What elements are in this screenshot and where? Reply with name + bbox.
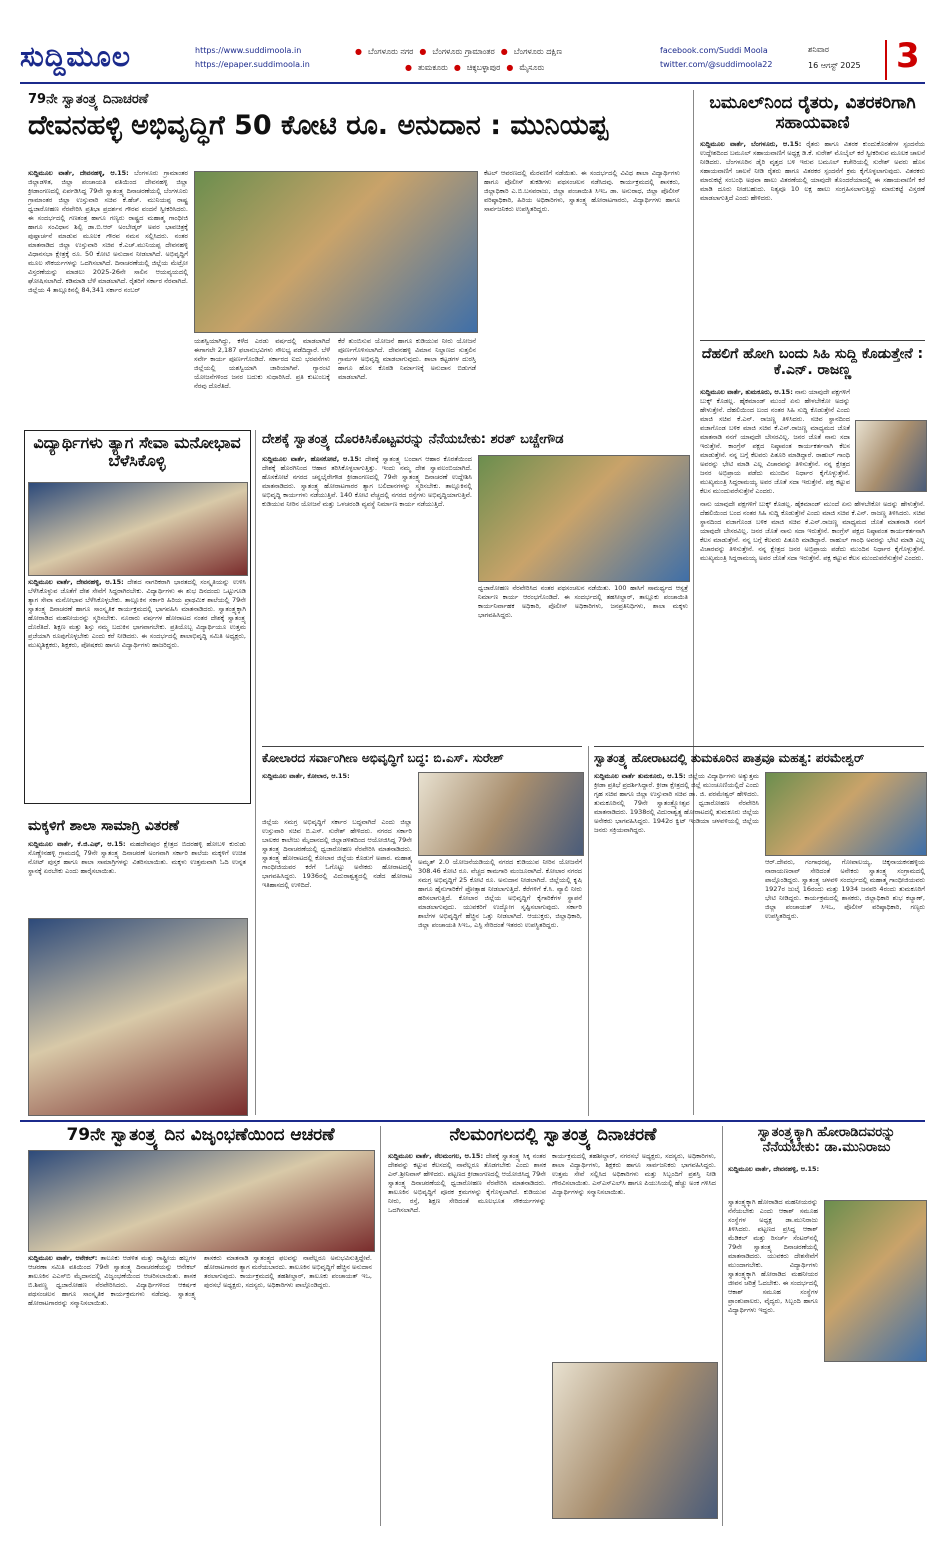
s3-body: ಸುದ್ದಿಮೂಲ ವಾರ್ತೆ, ಹೊಸಕೋಟೆ, ಆ.15: ದೇಶಕ್ಕೆ ಸ್ವಾತಂತ್ರ್ಯ ಬಂದಾಗ ಆಹಾರ ಕೊರತೆಯಿಂದ ದೇಶಕ್ಕೆ ಹೊರಗಿನಿಂದ ಆಹಾರ ತರಿಸಿಕೊಳ್ಳಲಾಗುತ್ತಿತ್ತು. ಇಂದು ನಮ್ಮ ದೇಶ ಸ್ವಾವಲಂಬಿಯಾಗಿದೆ. ಹೊಸಕೋಟೆ ನಗರದ ಚನ್ನಭೈರೇಗೌಡ ಕ್ರೀಡಾಂಗಣದಲ್ಲಿ 79ನೇ ಸ್ವಾತಂತ್ರ್ಯ ದಿನಾಚರಣೆ ಉದ್ದೇಶಿಸಿ ಮಾತನಾಡಿದರು. ಸ್ವಾತಂತ್ರ್ಯ ಹೋರಾಟಗಾರರ ತ್ಯಾಗ ಬಲಿದಾನಗಳನ್ನು ಸ್ಮರಿಸಬೇಕು. ತಾಲ್ಲೂಕಿನಲ್ಲಿ ಅಭಿವೃದ್ಧಿ ಕಾರ್ಯಗಳು ನಡೆಯುತ್ತಿವೆ. 140 ಕೋಟಿ ವೆಚ್ಚದಲ್ಲಿ ನಗರದ ರಸ್ತೆಗಳು ಅಭಿವೃದ್ಧಿಯಾಗುತ್ತಿವೆ. ಕುಡಿಯುವ ನೀರಿನ ಯೋಜನೆ ಮತ್ತು ಒಳಚರಂಡಿ ವ್ಯವಸ್ಥೆ ನಿರ್ಮಾಣ ಕಾರ್ಯ ನಡೆಯುತ್ತಿದೆ. [262,455,472,508]
masthead-logo: ಸುದ್ದಿಮೂಲ [20,40,132,73]
s9-body-2: ಕಾರ್ಯಕ್ರಮದಲ್ಲಿ ತಹಶೀಲ್ದಾರ್, ನಗರಸಭೆ ಅಧ್ಯಕ್ಷರು, ಸದಸ್ಯರು, ಅಧಿಕಾರಿಗಳು, ಶಾಲಾ ವಿದ್ಯಾರ್ಥಿಗಳು, ಶಿಕ್ಷಕರು ಹಾಗೂ ಸಾರ್ವಜನಿಕರು ಭಾಗವಹಿಸಿದ್ದರು. ಉತ್ತಮ ಸೇವೆ ಸಲ್ಲಿಸಿದ ಅಧಿಕಾರಿಗಳು ಮತ್ತು ಸಿಬ್ಬಂದಿಗೆ ಪ್ರಶಸ್ತಿ ನೀಡಿ ಗೌರವಿಸಲಾಯಿತು. ಎಸ್ಎಸ್ಎಲ್‌ಸಿ ಹಾಗೂ ಪಿಯುಸಿಯಲ್ಲಿ ಹೆಚ್ಚು ಅಂಕ ಗಳಿಸಿದ ವಿದ್ಯಾರ್ಥಿಗಳನ್ನು ಸನ್ಮಾನಿಸಲಾಯಿತು. [552,1152,716,1196]
lead-body-3: ಕೆರೆ ತುಂಬಿಸುವ ಯೋಜನೆ ಹಾಗೂ ಕುಡಿಯುವ ನೀರು ಯೋಜನೆ ಪೂರ್ಣಗೊಳಿಸಲಾಗಿದೆ. ದೇವನಹಳ್ಳಿ ವಿಮಾನ ನಿಲ್ದಾಣದ ಸುತ್ತಲಿನ ಗ್ರಾಮಗಳ ಅಭಿವೃದ್ಧಿ ಮಾಡಲಾಗುವುದು. ಶಾಲಾ ಕಟ್ಟಡಗಳ ದುರಸ್ತಿ ಹಾಗೂ ಹೊಸ ಕೊಠಡಿ ನಿರ್ಮಾಣಕ್ಕೆ ಅನುದಾನ ಬಿಡುಗಡೆ ಮಾಡಲಾಗಿದೆ. [338,337,476,381]
s7-body-2: ಆರ್.ದೇವರು, ಗಂಗಾಧರಪ್ಪ, ಗೋಪಾಲಯ್ಯ, ಚಿಕ್ಕನಾಯಕನಹಳ್ಳಿಯ ನಾರಾಯಣರಾವ್ ಸೇರಿದಂತೆ ಅನೇಕರು ಸ್ವಾತಂತ್ರ್ಯ ಸಂಗ್ರಾಮದಲ್ಲಿ ಪಾಲ್ಗೊಂಡಿದ್ದರು. ಸ್ವಾತಂತ್ರ್ಯ ಚಳವಳಿ ಸಂದರ್ಭದಲ್ಲಿ ಮಹಾತ್ಮ ಗಾಂಧೀಜಿಯವರು 1927ರ ಜುಲೈ 16ರಂದು ಮತ್ತು 1934 ಜನವರಿ 4ರಂದು ತುಮಕೂರಿಗೆ ಭೇಟಿ ನೀಡಿದ್ದರು. ಕಾರ್ಯಕ್ರಮದಲ್ಲಿ ಶಾಸಕರು, ಜಿಲ್ಲಾಧಿಕಾರಿ ಶುಭ ಕಲ್ಯಾಣ್, ಜಿಲ್ಲಾ ಪಂಚಾಯತ್ ಸಿಇಒ, ಪೊಲೀಸ್ ವರಿಷ್ಠಾಧಿಕಾರಿ, ಗಣ್ಯರು ಉಪಸ್ಥಿತರಿದ್ದರು. [765,858,925,920]
page-number: 3 [896,36,920,76]
s4-byline: ಸುದ್ದಿಮೂಲ ವಾರ್ತೆ, ಕೋಲಾರ, ಆ.15: [262,772,350,780]
lead-story [24,165,689,420]
nav-item: ತುಮಕೂರು [417,63,448,72]
s9-headline: ನೆಲಮಂಗಲದಲ್ಲಿ ಸ್ವಾತಂತ್ರ್ಯ ದಿನಾಚರಣೆ [449,1125,657,1145]
s4-body: ಜಿಲ್ಲೆಯ ಸಮಗ್ರ ಅಭಿವೃದ್ಧಿಗೆ ಸರ್ಕಾರ ಬದ್ಧವಾಗಿದೆ ಎಂದು ಜಿಲ್ಲಾ ಉಸ್ತುವಾರಿ ಸಚಿವ ಬಿ.ಎಸ್. ಸುರೇಶ್ ಹೇಳಿದರು. ನಗರದ ಸರ್ಕಾರಿ ಬಾಲಕರ ಕಾಲೇಜು ಮೈದಾನದಲ್ಲಿ ಜಿಲ್ಲಾಡಳಿತದಿಂದ ಆಯೋಜಿಸಿದ್ದ 79ನೇ ಸ್ವಾತಂತ್ರ್ಯ ದಿನಾಚರಣೆಯಲ್ಲಿ ಧ್ವಜಾರೋಹಣ ನೆರವೇರಿಸಿ ಮಾತನಾಡಿದರು. ಸ್ವಾತಂತ್ರ್ಯ ಹೋರಾಟದಲ್ಲಿ ಕೋಲಾರ ಜಿಲ್ಲೆಯ ಕೊಡುಗೆ ಅಪಾರ. ಮಹಾತ್ಮ ಗಾಂಧೀಜಿಯವರ ಕರೆಗೆ ಓಗೊಟ್ಟು ಅನೇಕರು ಹೋರಾಟದಲ್ಲಿ ಭಾಗವಹಿಸಿದ್ದರು. 1936ರಲ್ಲಿ ವಿದುರಾಶ್ವತ್ಥದಲ್ಲಿ ನಡೆದ ಹೋರಾಟ ಇತಿಹಾಸದಲ್ಲಿ ಉಳಿದಿದೆ. [262,818,412,889]
s4-photo [418,772,584,856]
epaper-link[interactable]: https://epaper.suddimoola.in [195,60,310,69]
s10-headline: ಸ್ವಾತಂತ್ರ್ಯಕ್ಕಾಗಿ ಹೋರಾಡಿದವರನ್ನು ನೆನೆಯಬೇಕು: ಡಾ.ಮುನಿರಾಜು [757,1125,896,1155]
masthead-links [195,44,310,72]
masthead-date [808,42,861,74]
lead-kicker: 79ನೇ ಸ್ವಾತಂತ್ರ್ಯ ದಿನಾಚರಣೆ [28,92,149,107]
s3-headline: ದೇಶಕ್ಕೆ ಸ್ವಾತಂತ್ರ್ಯ ದೊರಕಿಸಿಕೊಟ್ಟವರನ್ನು ನೆನೆಯಬೇಕು: ಶರತ್ ಬಚ್ಚೇಗೌಡ [262,432,564,447]
s2-photo [28,918,248,1116]
s6-body: ನಾನು ಯಾವುದೇ ಪಕ್ಷಗಳಿಗೆ ಬುಕ್ಕ್ ಕೊಡಲ್ಲ. ಹೈಕಮಾಂಡ್ ಮುಂದೆ ಏನು ಹೇಳಬೇಕೋ ಅದನ್ನು ಹೇಳುತ್ತೇನೆ. ದೆಹಲಿಯಿಂದ ಬಂದ ನಂತರ ಸಿಹಿ ಸುದ್ದಿ ಕೊಡುತ್ತೇನೆ ಎಂದು ಮಾಜಿ ಸಚಿವ ಕೆ.ಎನ್. ರಾಜಣ್ಣ ತಿಳಿಸಿದರು. ಸಚಿವ ಸ್ಥಾನದಿಂದ ವಜಾಗೊಂಡ ಬಳಿಕ ಮಾಜಿ ಸಚಿವ ಕೆ.ಎನ್.ರಾಜಣ್ಣ ಮಾಧ್ಯಮದ ಜೊತೆ ಮಾತನಾಡಿ ನನಗೆ ಯಾವುದೇ ಬೇಸರವಿಲ್ಲ. ಜನರ ಜೊತೆ ನಾನು ಸದಾ ಇರುತ್ತೇನೆ. ಕಾಂಗ್ರೆಸ್ ಪಕ್ಷದ ನಿಷ್ಠಾವಂತ ಕಾರ್ಯಕರ್ತನಾಗಿ ಕೆಲಸ ಮಾಡುತ್ತೇನೆ. ನನ್ನ ಬಗ್ಗೆ ಕೆಲವರು ಪಿತೂರಿ ಮಾಡಿದ್ದಾರೆ. ರಾಹುಲ್ ಗಾಂಧಿ ಅವರನ್ನು ಭೇಟಿ ಮಾಡಿ ಎಲ್ಲ ವಿಚಾರವನ್ನು ತಿಳಿಸುತ್ತೇನೆ. ನನ್ನ ಕ್ಷೇತ್ರದ ಜನರ ಅಭಿಪ್ರಾಯ ಪಡೆದು ಮುಂದಿನ ನಿರ್ಧಾರ ಕೈಗೊಳ್ಳುತ್ತೇನೆ. ಮುಖ್ಯಮಂತ್ರಿ ಸಿದ್ದರಾಮಯ್ಯ ಅವರ ಜೊತೆ ಸದಾ ಇರುತ್ತೇನೆ. ಪಕ್ಷ ಕಟ್ಟುವ ಕೆಲಸ ಮುಂದುವರೆಸುತ್ತೇನೆ ಎಂದರು. [700,500,925,562]
s7-body: ಸುದ್ದಿಮೂಲ ವಾರ್ತೆ ತುಮಕೂರು, ಆ.15: ಜಿಲ್ಲೆಯ ವಿದ್ಯಾರ್ಥಿಗಳು ಅತ್ಯುತ್ತಮ ಕ್ರೀಡಾ ಪ್ರತಿಭೆ ಪ್ರದರ್ಶಿಸಿದ್ದಾರೆ. ಕ್ರೀಡಾ ಕ್ಷೇತ್ರದಲ್ಲಿ ಜಿಲ್ಲೆ ಮುಂಚೂಣಿಯಲ್ಲಿದೆ ಎಂದು ಗೃಹ ಸಚಿವ ಹಾಗೂ ಜಿಲ್ಲಾ ಉಸ್ತುವಾರಿ ಸಚಿವ ಡಾ. ಜಿ. ಪರಮೇಶ್ವರ್ ಹೇಳಿದರು. ತುಮಕೂರಿನಲ್ಲಿ 79ನೇ ಸ್ವಾತಂತ್ರ್ಯೋತ್ಸವ ಧ್ವಜಾರೋಹಣ ನೆರವೇರಿಸಿ ಮಾತನಾಡಿದರು. 1938ರಲ್ಲಿ ವಿದುರಾಶ್ವತ್ಥ ಹೋರಾಟದಲ್ಲಿ ತುಮಕೂರು ಜಿಲ್ಲೆಯ ಅನೇಕರು ಭಾಗವಹಿಸಿದ್ದರು. 1942ರ ಕ್ವಿಟ್ ಇಂಡಿಯಾ ಚಳವಳಿಯಲ್ಲಿ ಜಿಲ್ಲೆಯ ಜನರು ಸಕ್ರಿಯವಾಗಿದ್ದರು. [594,772,759,834]
s1-body: ಸುದ್ದಿಮೂಲ ವಾರ್ತೆ, ದೇವನಹಳ್ಳಿ, ಆ.15: ದೇಶದ ನಾಗರಿಕರಾಗಿ ಭಾರತದಲ್ಲಿ ಸಂಸ್ಕೃತಿಯನ್ನು ಉಳಿಸಿ ಬೆಳೆಸಿಕೊಳ್ಳುವ ಜೊತೆಗೆ ದೇಶ ಸೇವೆಗೆ ಸಿದ್ಧರಾಗಿರಬೇಕು. ವಿದ್ಯಾರ್ಥಿಗಳು ಈ ಶುಭ ದಿನದಂದು ಒಟ್ಟುಗೂಡಿ ತ್ಯಾಗ ಸೇವಾ ಮನೋಭಾವ ಬೆಳೆಸಿಕೊಳ್ಳಬೇಕು. ತಾಲ್ಲೂಕಿನ ಸರ್ಕಾರಿ ಹಿರಿಯ ಪ್ರಾಥಮಿಕ ಶಾಲೆಯಲ್ಲಿ 79ನೇ ಸ್ವಾತಂತ್ರ್ಯ ದಿನಾಚರಣೆ ಹಾಗೂ ಸಾಂಸ್ಕೃತಿಕ ಕಾರ್ಯಕ್ರಮದಲ್ಲಿ ಭಾಗವಹಿಸಿ ಮಾತನಾಡಿದರು. ಸ್ವಾತಂತ್ರ್ಯಕ್ಕಾಗಿ ಹೋರಾಡಿದ ಮಹನೀಯರನ್ನು ಸ್ಮರಿಸಬೇಕು. ನೂರಾರು ವರ್ಷಗಳ ಹೋರಾಟದ ನಂತರ ದೇಶಕ್ಕೆ ಸ್ವಾತಂತ್ರ್ಯ ದೊರೆತಿದೆ. ಶಿಕ್ಷಣ ಮತ್ತು ಶಿಸ್ತು ನಮ್ಮ ಬದುಕಿನ ಭಾಗವಾಗಬೇಕು. ಪ್ರತಿಯೊಬ್ಬ ವಿದ್ಯಾರ್ಥಿಯೂ ಉತ್ತಮ ಪ್ರಜೆಯಾಗಿ ರೂಪುಗೊಳ್ಳಬೇಕು ಎಂದು ಕರೆ ನೀಡಿದರು. ಈ ಸಂದರ್ಭದಲ್ಲಿ ಶಾಲಾಭಿವೃದ್ಧಿ ಸಮಿತಿ ಅಧ್ಯಕ್ಷರು, ಮುಖ್ಯಶಿಕ್ಷಕರು, ಶಿಕ್ಷಕರು, ಪೋಷಕರು ಹಾಗೂ ವಿದ್ಯಾರ್ಥಿಗಳು ಹಾಜರಿದ್ದರು. [28,578,246,649]
masthead-social [660,44,772,72]
lead-body-4: ಕೆಟಲ್ ಆವರಣದಲ್ಲಿ ಮೆರವಣಿಗೆ ನಡೆಯಿತು. ಈ ಸಂದರ್ಭದಲ್ಲಿ ವಿವಿಧ ಶಾಲಾ ವಿದ್ಯಾರ್ಥಿಗಳು ಹಾಗೂ ಪೊಲೀಸ್ ತುಕಡಿಗಳು ಪಥಸಂಚಲನ ನಡೆಸಿದವು. ಕಾರ್ಯಕ್ರಮದಲ್ಲಿ ಶಾಸಕರು, ಜಿಲ್ಲಾಧಿಕಾರಿ ಎ.ಬಿ.ಬಸವರಾಜು, ಜಿಲ್ಲಾ ಪಂಚಾಯಿತಿ ಸಿಇಒ ಡಾ. ಅನುರಾಧ, ಜಿಲ್ಲಾ ಪೊಲೀಸ್ ವರಿಷ್ಠಾಧಿಕಾರಿ, ಹಿರಿಯ ಅಧಿಕಾರಿಗಳು, ಸ್ವಾತಂತ್ರ್ಯ ಹೋರಾಟಗಾರರು, ವಿದ್ಯಾರ್ಥಿಗಳು ಹಾಗೂ ಸಾರ್ವಜನಿಕರು ಉಪಸ್ಥಿತರಿದ್ದರು. [484,169,680,213]
s10-body: ಸ್ವಾತಂತ್ರ್ಯಕ್ಕಾಗಿ ಹೋರಾಡಿದ ಮಹನೀಯರನ್ನು ನೆನೆಯಬೇಕು ಎಂದು ಆಕಾಶ್ ಸಮೂಹ ಸಂಸ್ಥೆಗಳ ಅಧ್ಯಕ್ಷ ಡಾ.ಮುನಿರಾಜು ತಿಳಿಸಿದರು. ಪಟ್ಟಣದ ಪ್ರಸಿದ್ಧ ಆಕಾಶ್ ಮೆಡಿಕಲ್ ಮತ್ತು ರಿಸರ್ಚ್ ಸೆಂಟರ್‌ನಲ್ಲಿ 79ನೇ ಸ್ವಾತಂತ್ರ್ಯ ದಿನಾಚರಣೆಯಲ್ಲಿ ಮಾತನಾಡಿದರು. ಯುವಕರು ದೇಶಸೇವೆಗೆ ಮುಂದಾಗಬೇಕು. ವಿದ್ಯಾರ್ಥಿಗಳು ಸ್ವಾತಂತ್ರ್ಯಕ್ಕಾಗಿ ಹೋರಾಡಿದ ಮಹನೀಯರ ಜೀವನ ಚರಿತ್ರೆ ಓದಬೇಕು. ಈ ಸಂದರ್ಭದಲ್ಲಿ ಆಕಾಶ್ ಸಮೂಹ ಸಂಸ್ಥೆಗಳ ಪ್ರಾಂಶುಪಾಲರು, ವೈದ್ಯರು, ಸಿಬ್ಬಂದಿ ಹಾಗೂ ವಿದ್ಯಾರ್ಥಿಗಳು ಇದ್ದರು. [728,1198,818,1314]
s5-headline: ಬಮೂಲ್‌ನಿಂದ ರೈತರು, ವಿತರಕರಿಗಾಗಿ ಸಹಾಯವಾಣಿ [709,93,916,133]
s8-body-2: ಶಾಸಕರು ಮಾತನಾಡಿ ಸ್ವಾತಂತ್ರ್ಯದ ಫಲವನ್ನು ನಾವೆಲ್ಲರೂ ಅನುಭವಿಸುತ್ತಿದ್ದೇವೆ. ಹೋರಾಟಗಾರರ ತ್ಯಾಗ ಮರೆಯಬಾರದು. ತಾಲೂಕಿನ ಅಭಿವೃದ್ಧಿಗೆ ಹೆಚ್ಚಿನ ಅನುದಾನ ತರಲಾಗುವುದು. ಕಾರ್ಯಕ್ರಮದಲ್ಲಿ ತಹಶೀಲ್ದಾರ್, ತಾಲೂಕು ಪಂಚಾಯತ್ ಇಒ, ಪುರಸಭೆ ಅಧ್ಯಕ್ಷರು, ಸದಸ್ಯರು, ಅಧಿಕಾರಿಗಳು ಪಾಲ್ಗೊಂಡಿದ್ದರು. [204,1254,372,1289]
portrait-photo [855,420,927,492]
masthead-nav: ● ಬೆಂಗಳೂರು ನಗರ ● ಬೆಂಗಳೂರು ಗ್ರಾಮಾಂತರ ● ಬೆಂಗಳೂರು ದಕ್ಷಿಣ ● ತುಮಕೂರು ● ಚಿಕ್ಕಬಳ್ಳಾಪುರ ● ಮೈಸೂರು [355,47,563,72]
lead-body: ಸುದ್ದಿಮೂಲ ವಾರ್ತೆ, ದೇವನಹಳ್ಳಿ, ಆ.15: ಬೆಂಗಳೂರು ಗ್ರಾಮಾಂತರ ಜಿಲ್ಲಾಡಳಿತ, ಜಿಲ್ಲಾ ಪಂಚಾಯತಿ ವತಿಯಿಂದ ದೇವನಹಳ್ಳಿ ಜಿಲ್ಲಾ ಕ್ರೀಡಾಂಗಣದಲ್ಲಿ ಏರ್ಪಡಿಸಿದ್ದ 79ನೇ ಸ್ವಾತಂತ್ರ್ಯ ದಿನಾಚರಣೆಯಲ್ಲಿ ಬೆಂಗಳೂರು ಗ್ರಾಮಾಂತರ ಜಿಲ್ಲಾ ಉಸ್ತುವಾರಿ ಸಚಿವ ಕೆ.ಹೆಚ್. ಮುನಿಯಪ್ಪ ರಾಷ್ಟ್ರ ಧ್ವಜಾರೋಹಣ ನೆರವೇರಿಸಿ ಪ್ರತಿಭಾ ಪ್ರದರ್ಶನ ಗೌರವ ವಂದನೆ ಸ್ವೀಕರಿಸಿದರು. ಈ ಸಂದರ್ಭದಲ್ಲಿ ಗಣತಂತ್ರ ಹಾಗೂ ಗಣ್ಯರು ರಾಷ್ಟ್ರದ ಮಹಾತ್ಮ ಗಾಂಧೀಜಿ ಹಾಗೂ ಸಂವಿಧಾನ ಶಿಲ್ಪಿ ಡಾ.ಬಿ.ಆರ್ ಅಂಬೇಡ್ಕರ್ ಅವರ ಭಾವಚಿತ್ರಕ್ಕೆ ಪುಷ್ಪಾರ್ಚನೆ ಮಾಡುವ ಮೂಲಕ ಗೌರವ ನಮನ ಸಲ್ಲಿಸಿದರು. ನಂತರ ಮಾತನಾಡಿದ ಜಿಲ್ಲಾ ಉಸ್ತುವಾರಿ ಸಚಿವ ಕೆ.ಎಚ್.ಮುನಿಯಪ್ಪ ದೇವನಹಳ್ಳಿ ವಿಧಾನಸಭಾ ಕ್ಷೇತ್ರಕ್ಕೆ ರೂ. 50 ಕೋಟಿ ಅನುದಾನ ನೀಡಲಾಗಿದೆ. ಅಭಿವೃದ್ಧಿಗೆ ಮೂಲ ಸೌಕರ್ಯಗಳನ್ನು ಒದಗಿಸಲಾಗಿದೆ. ದಿನಾಚರಣೆಯಲ್ಲಿ ಜಿಲ್ಲೆಯ ಮೆಟ್ರೋ ವಿಸ್ತರಣೆಯನ್ನು ಮಾಡಲು 2025-26ನೇ ಸಾಲಿನ ಆಯವ್ಯಯದಲ್ಲಿ ಘೋಷಿಸಲಾಗಿದೆ. ಕಡಿಮಾಡಿ ಬೆಳೆ ಮಾಡಲಾಗಿದೆ. ರೈತರಿಗೆ ಸರ್ಕಾರ ನೆರವಾಗಿದೆ. ಜಿಲ್ಲೆಯ 4 ತಾಲ್ಲೂಕಿನಲ್ಲಿ 84,341 ಸರ್ಕಾರ ನಂಬರ್ [28,169,188,294]
day-label: ಶನಿವಾರ [808,45,830,54]
column-rule [722,1126,723,1526]
s7-headline: ಸ್ವಾತಂತ್ರ್ಯ ಹೋರಾಟದಲ್ಲಿ ತುಮಕೂರಿನ ಪಾತ್ರವೂ ಮಹತ್ವ: ಪರಮೇಶ್ವರ್ [594,751,865,765]
nav-item: ಬೆಂಗಳೂರು ನಗರ [367,47,414,56]
facebook-link[interactable]: facebook.com/Suddi Moola [660,46,768,55]
s2-body: ಸುದ್ದಿಮೂಲ ವಾರ್ತೆ, ಕೆ.ಜಿ.ಎಫ್, ಆ.15: ಮಹದೇವಪುರ ಕ್ಷೇತ್ರದ ಬಿದರಹಳ್ಳಿ ಹೋಬಳಿ ಕುರುಡು ಸೊಣ್ಣೇನಹಳ್ಳಿ ಗ್ರಾಮದಲ್ಲಿ 79ನೇ ಸ್ವಾತಂತ್ರ್ಯ ದಿನಾಚರಣೆ ಅಂಗವಾಗಿ ಸರ್ಕಾರಿ ಶಾಲೆಯ ಮಕ್ಕಳಿಗೆ ಉಚಿತ ನೋಟ್ ಪುಸ್ತಕ ಹಾಗೂ ಶಾಲಾ ಸಾಮಾಗ್ರಿಗಳನ್ನು ವಿತರಿಸಲಾಯಿತು. ಮಕ್ಕಳು ಉತ್ತಮವಾಗಿ ಓದಿ ಉನ್ನತ ಸ್ಥಾನಕ್ಕೆ ಏರಬೇಕು ಎಂದು ಹಾರೈಸಲಾಯಿತು. [28,840,246,875]
lead-body-2: ಯಶಸ್ವಿಯಾಗಿದ್ದು, ಕಳೆದ ಎರಡು ವರ್ಷದಲ್ಲಿ ಮಾಡಲಾಗಿದೆ ಈಗಾಗಲೇ 2,187 ಫಲಾನುಭವಿಗಳು ಸೌಲಭ್ಯ ಪಡೆದಿದ್ದಾರೆ. ಬೆಳೆ ಸರ್ವೇ ಕಾರ್ಯ ಪೂರ್ಣಗೊಂಡಿದೆ. ಸರ್ಕಾರದ ಐದು ಭರವಸೆಗಳು ಜಿಲ್ಲೆಯಲ್ಲಿ ಯಶಸ್ವಿಯಾಗಿ ಜಾರಿಯಾಗಿವೆ. ಗ್ಯಾರಂಟಿ ಯೋಜನೆಗಳಿಂದ ಜನರ ಬದುಕು ಸುಧಾರಿಸಿದೆ. ಪ್ರತಿ ಕುಟುಂಬಕ್ಕೆ ನೆರವು ದೊರೆತಿದೆ. [194,337,330,390]
date-label: 16 ಆಗಸ್ಟ್ 2025 [808,61,861,70]
s8-headline: 79ನೇ ಸ್ವಾತಂತ್ರ್ಯ ದಿನ ವಿಜೃಂಭಣೆಯಿಂದ ಆಚರಣೆ [66,1125,335,1145]
s4-headline: ಕೋಲಾರದ ಸರ್ವಾಂಗೀಣ ಅಭಿವೃದ್ಧಿಗೆ ಬದ್ಧ: ಬಿ.ಎಸ್. ಸುರೇಶ್ [262,751,504,765]
website-link[interactable]: https://www.suddimoola.in [195,46,302,55]
lead-headline: ದೇವನಹಳ್ಳಿ ಅಭಿವೃದ್ಧಿಗೆ 50 ಕೋಟಿ ರೂ. ಅನುದಾನ : ಮುನಿಯಪ್ಪ [28,110,608,141]
s10-byline: ಸುದ್ದಿಮೂಲ ವಾರ್ತೆ, ದೇವನಹಳ್ಳಿ, ಆ.15: [728,1165,820,1173]
s7-photo [765,772,927,856]
s5-body: ಸುದ್ದಿಮೂಲ ವಾರ್ತೆ, ಬೆಂಗಳೂರು, ಆ.15: ರೈತರು ಹಾಗೂ ವಿತರಕ ಕುಂದುಕೊರತೆಗಳ ಸ್ಪಂದನೆಯ ಉದ್ದೇಶದಿಂದ ಬಮೂಲ್ ಸಹಾಯವಾಣಿಗೆ ಅಧ್ಯಕ್ಷ ಡಿ.ಕೆ. ಸುರೇಶ್ ಮೊಬೈಲ್ ಕರೆ ಸ್ವೀಕರಿಸುವ ಮೂಲಕ ಚಾಲನೆ ನೀಡಿದರು. ಬೆಂಗಳೂರಿನ ಡೈರಿ ವೃತ್ತದ ಬಳಿ ಇರುವ ಬಮೂಲ್ ಕಚೇರಿಯಲ್ಲಿ ಸುರೇಶ್ ಅವರು ಹೊಸ ಸಹಾಯವಾಣಿಗೆ ಚಾಲನೆ ನೀಡಿ ರೈತರು ಹಾಗೂ ವಿತರಕರ ಸ್ಪಂದನೆಗೆ ಕ್ರಮ ಕೈಗೊಳ್ಳಲಾಗುವುದು. ವಿತರಕರು ಮಾರುಕಟ್ಟೆ ಸಂಬಂಧಿ ಅಥವಾ ಹಾಲು ವಿತರಣೆಯಲ್ಲಿ ಯಾವುದೇ ತೊಂದರೆಯಾದಲ್ಲಿ ಈ ಸಹಾಯವಾಣಿಗೆ ಕರೆ ಮಾಡಿ ದೂರು ನೀಡಬಹುದು. ನಿತ್ಯವೂ 10 ಲಕ್ಷ ಹಾಲು ಸಂಗ್ರಹಿಸಲಾಗುತ್ತಿದ್ದು ಮಾರುಕಟ್ಟೆ ವಿಸ್ತರಣೆ ಮಾಡಲಾಗುತ್ತಿದೆ ಎಂದು ಹೇಳಿದರು. [700,140,925,202]
s3-body-2: ಧ್ವಜಾರೋಹಣ ನೆರವೇರಿಸಿದ ನಂತರ ಪಥಸಂಚಲನ ನಡೆಯಿತು. 100 ಹಾಸಿಗೆ ಸಾಮರ್ಥ್ಯದ ಆಸ್ಪತ್ರೆ ನಿರ್ಮಾಣ ಕಾರ್ಯ ಆರಂಭಗೊಂಡಿದೆ. ಈ ಸಂದರ್ಭದಲ್ಲಿ ತಹಸೀಲ್ದಾರ್, ತಾಲ್ಲೂಕು ಪಂಚಾಯಿತಿ ಕಾರ್ಯನಿರ್ವಾಹಕ ಅಧಿಕಾರಿ, ಪೊಲೀಸ್ ಅಧಿಕಾರಿಗಳು, ಜನಪ್ರತಿನಿಧಿಗಳು, ಶಾಲಾ ಮಕ್ಕಳು ಭಾಗವಹಿಸಿದ್ದರು. [478,584,688,619]
s6-body-top: ಸುದ್ದಿಮೂಲ ವಾರ್ತೆ, ತುಮಕೂರು, ಆ.15: ನಾನು ಯಾವುದೇ ಪಕ್ಷಗಳಿಗೆ ಬುಕ್ಕ್ ಕೊಡಲ್ಲ. ಹೈಕಮಾಂಡ್ ಮುಂದೆ ಏನು ಹೇಳಬೇಕೋ ಅದನ್ನು ಹೇಳುತ್ತೇನೆ. ದೆಹಲಿಯಿಂದ ಬಂದ ನಂತರ ಸಿಹಿ ಸುದ್ದಿ ಕೊಡುತ್ತೇನೆ ಎಂದು ಮಾಜಿ ಸಚಿವ ಕೆ.ಎನ್. ರಾಜಣ್ಣ ತಿಳಿಸಿದರು. ಸಚಿವ ಸ್ಥಾನದಿಂದ ವಜಾಗೊಂಡ ಬಳಿಕ ಮಾಜಿ ಸಚಿವ ಕೆ.ಎನ್.ರಾಜಣ್ಣ ಮಾಧ್ಯಮದ ಜೊತೆ ಮಾತನಾಡಿ ನನಗೆ ಯಾವುದೇ ಬೇಸರವಿಲ್ಲ. ಜನರ ಜೊತೆ ನಾನು ಸದಾ ಇರುತ್ತೇನೆ. ಕಾಂಗ್ರೆಸ್ ಪಕ್ಷದ ನಿಷ್ಠಾವಂತ ಕಾರ್ಯಕರ್ತನಾಗಿ ಕೆಲಸ ಮಾಡುತ್ತೇನೆ. ನನ್ನ ಬಗ್ಗೆ ಕೆಲವರು ಪಿತೂರಿ ಮಾಡಿದ್ದಾರೆ. ರಾಹುಲ್ ಗಾಂಧಿ ಅವರನ್ನು ಭೇಟಿ ಮಾಡಿ ಎಲ್ಲ ವಿಚಾರವನ್ನು ತಿಳಿಸುತ್ತೇನೆ. ನನ್ನ ಕ್ಷೇತ್ರದ ಜನರ ಅಭಿಪ್ರಾಯ ಪಡೆದು ಮುಂದಿನ ನಿರ್ಧಾರ ಕೈಗೊಳ್ಳುತ್ತೇನೆ. ಮುಖ್ಯಮಂತ್ರಿ ಸಿದ್ದರಾಮಯ್ಯ ಅವರ ಜೊತೆ ಸದಾ ಇರುತ್ತೇನೆ. ಪಕ್ಷ ಕಟ್ಟುವ ಕೆಲಸ ಮುಂದುವರೆಸುತ್ತೇನೆ ಎಂದರು. [700,388,850,495]
s1-headline: ವಿದ್ಯಾರ್ಥಿಗಳು ತ್ಯಾಗ ಸೇವಾ ಮನೋಭಾವ ಬೆಳೆಸಿಕೊಳ್ಳಿ [33,433,241,471]
s10-photo [824,1200,927,1362]
twitter-link[interactable]: twitter.com/@suddimoola22 [660,60,773,69]
s8-body: ಸುದ್ದಿಮೂಲ ವಾರ್ತೆ, ಆನೇಕಲ್: ತಾಲೂಕು ಆಡಳಿತ ಮತ್ತು ರಾಷ್ಟ್ರೀಯ ಹಬ್ಬಗಳ ಆಚರಣಾ ಸಮಿತಿ ವತಿಯಿಂದ 79ನೇ ಸ್ವಾತಂತ್ರ್ಯ ದಿನಾಚರಣೆಯನ್ನು ಆನೇಕಲ್ ತಾಲೂಕಿನ ಎಎಸ್‌ಬಿ ಮೈದಾನದಲ್ಲಿ ವಿಜೃಂಭಣೆಯಿಂದ ಆಚರಿಸಲಾಯಿತು. ಶಾಸಕ ಬಿ.ಶಿವಣ್ಣ ಧ್ವಜಾರೋಹಣ ನೆರವೇರಿಸಿದರು. ವಿದ್ಯಾರ್ಥಿಗಳಿಂದ ಆಕರ್ಷಕ ಪಥಸಂಚಲನ ಹಾಗೂ ಸಾಂಸ್ಕೃತಿಕ ಕಾರ್ಯಕ್ರಮಗಳು ನಡೆದವು. ಸ್ವಾತಂತ್ರ್ಯ ಹೋರಾಟಗಾರರನ್ನು ಸನ್ಮಾನಿಸಲಾಯಿತು. [28,1254,196,1307]
s9-body: ಸುದ್ದಿಮೂಲ ವಾರ್ತೆ, ನೆಲಮಂಗಲ, ಆ.15: ದೇಶಕ್ಕೆ ಸ್ವಾತಂತ್ರ್ಯ ಸಿಕ್ಕ ನಂತರ ದೇಶವನ್ನು ಕಟ್ಟುವ ಕೆಲಸದಲ್ಲಿ ನಾವೆಲ್ಲರೂ ತೊಡಗಬೇಕು ಎಂದು ಶಾಸಕ ಎನ್.ಶ್ರೀನಿವಾಸ್ ಹೇಳಿದರು. ಪಟ್ಟಣದ ಕ್ರೀಡಾಂಗಣದಲ್ಲಿ ಆಯೋಜಿಸಿದ್ದ 79ನೇ ಸ್ವಾತಂತ್ರ್ಯ ದಿನಾಚರಣೆಯಲ್ಲಿ ಧ್ವಜಾರೋಹಣ ನೆರವೇರಿಸಿ ಮಾತನಾಡಿದರು. ತಾಲೂಕಿನ ಅಭಿವೃದ್ಧಿಗೆ ಪೂರಕ ಕ್ರಮಗಳನ್ನು ಕೈಗೊಳ್ಳಲಾಗಿದೆ. ಕುಡಿಯುವ ನೀರು, ರಸ್ತೆ, ಶಿಕ್ಷಣ ಸೇರಿದಂತೆ ಮೂಲಭೂತ ಸೌಕರ್ಯಗಳನ್ನು ಒದಗಿಸಲಾಗಿದೆ. [388,1152,546,1214]
divider [700,340,925,341]
divider [262,746,582,747]
lead-photo [194,171,478,333]
s8-photo [28,1150,375,1252]
s3-photo [478,455,690,582]
column-rule [255,430,256,1115]
column-rule [380,1126,381,1526]
column-rule [588,746,589,1116]
section-rule [20,1120,925,1122]
divider [885,40,887,80]
s2-headline: ಮಕ್ಕಳಿಗೆ ಶಾಲಾ ಸಾಮಾಗ್ರಿ ವಿತರಣೆ [28,818,179,834]
nav-item: ಬೆಂಗಳೂರು ದಕ್ಷಿಣ [513,47,563,56]
header-rule [20,82,925,84]
s1-photo [28,482,248,576]
s4-body-2: ಅಮೃತ್ 2.0 ಯೋಜನೆಯಡಿಯಲ್ಲಿ ನಗರದ ಕುಡಿಯುವ ನೀರಿನ ಯೋಜನೆಗೆ 308.46 ಕೋಟಿ ರೂ. ವೆಚ್ಚದ ಕಾಮಗಾರಿ ಮಂಜೂರಾಗಿದೆ. ಕೋಲಾರ ನಗರದ ಸಮಗ್ರ ಅಭಿವೃದ್ಧಿಗೆ 25 ಕೋಟಿ ರೂ. ಅನುದಾನ ನೀಡಲಾಗಿದೆ. ಜಿಲ್ಲೆಯಲ್ಲಿ ಕೃಷಿ ಹಾಗೂ ಹೈನುಗಾರಿಕೆಗೆ ಪ್ರೋತ್ಸಾಹ ನೀಡಲಾಗುತ್ತಿದೆ. ಕೆರೆಗಳಿಗೆ ಕೆ.ಸಿ. ವ್ಯಾಲಿ ನೀರು ಹರಿಸಲಾಗುತ್ತಿದೆ. ಕೋಲಾರ ಜಿಲ್ಲೆಯ ಅಭಿವೃದ್ಧಿಗೆ ಕೈಗಾರಿಕೆಗಳ ಸ್ಥಾಪನೆ ಮಾಡಲಾಗುವುದು. ಯುವಕರಿಗೆ ಉದ್ಯೋಗ ಸೃಷ್ಟಿಸಲಾಗುವುದು. ಸರ್ಕಾರಿ ಶಾಲೆಗಳ ಅಭಿವೃದ್ಧಿಗೆ ಹೆಚ್ಚಿನ ಒತ್ತು ನೀಡಲಾಗಿದೆ. ಆಯುಕ್ತರು, ಜಿಲ್ಲಾಧಿಕಾರಿ, ಜಿಲ್ಲಾ ಪಂಚಾಯತಿ ಸಿಇಒ, ಎಸ್ಪಿ ಸೇರಿದಂತೆ ಇತರರು ಉಪಸ್ಥಿತರಿದ್ದರು. [418,858,582,929]
nav-item: ಚಿಕ್ಕಬಳ್ಳಾಪುರ [466,63,501,72]
nav-item: ಬೆಂಗಳೂರು ಗ್ರಾಮಾಂತರ [432,47,495,56]
s6-headline: ದೆಹಲಿಗೆ ಹೋಗಿ ಬಂದು ಸಿಹಿ ಸುದ್ದಿ ಕೊಡುತ್ತೇನೆ : ಕೆ.ಎನ್. ರಾಜಣ್ಣ [701,346,924,379]
divider [594,746,924,747]
nav-item: ಮೈಸೂರು [519,63,545,72]
s9-photo [552,1362,718,1519]
